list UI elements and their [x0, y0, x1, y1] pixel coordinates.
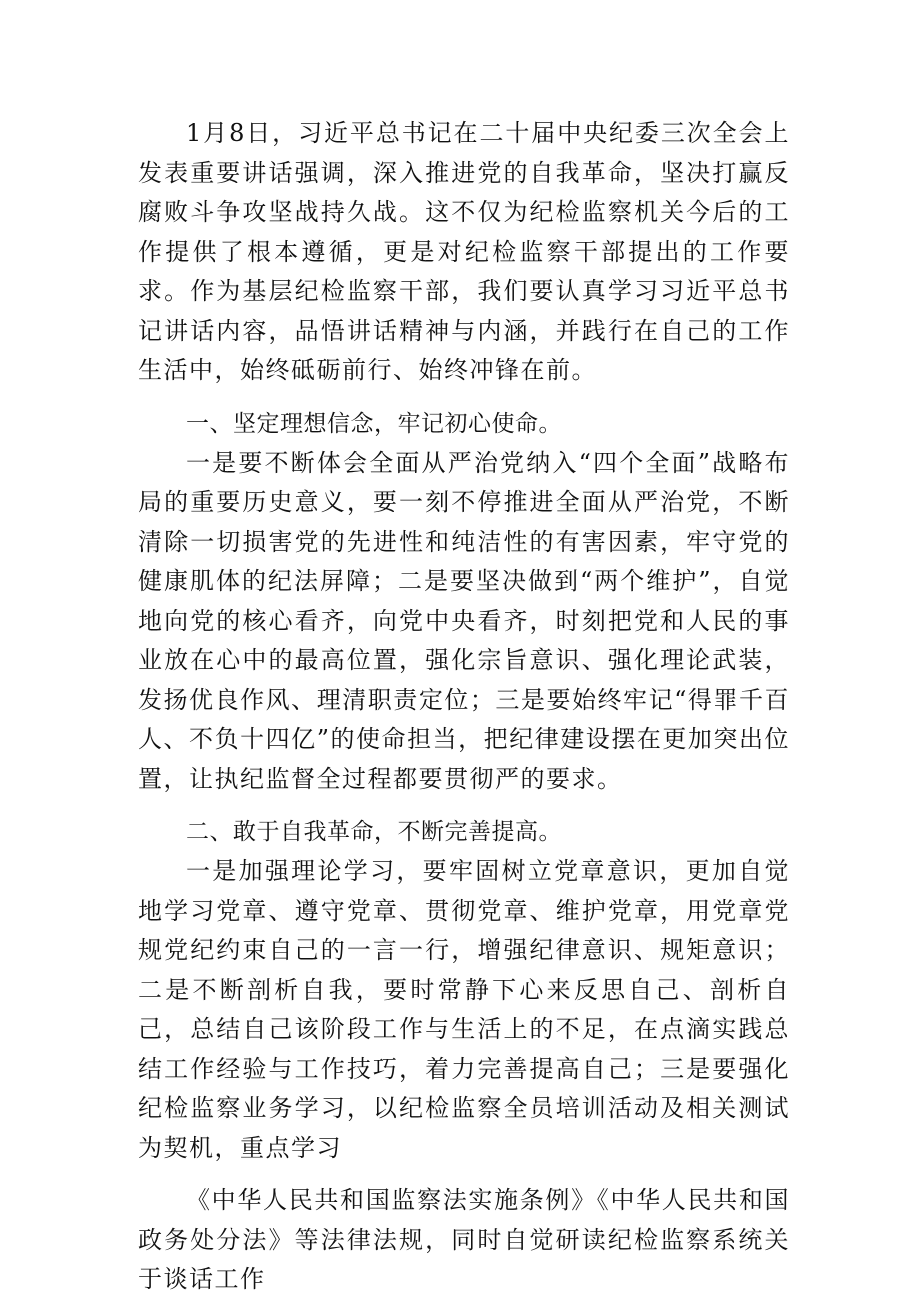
document-body — [138, 114, 790, 1300]
intro-paragraph: 1月8日，习近平总书记在二十届中央纪委三次全会上发表重要讲话强调，深入推进党的自我革命，坚决打赢反腐败斗争攻坚战持久战。这不仅为纪检监察机关今后的工作提供了根本遵循，更是对纪检监察干部提出的工作要求。作为基层纪检监察干部，我们要认真学习习近平总书记讲话内容，品悟讲话精神与内涵，并践行在自己的工作生活中，始终砥砺前行、始终冲锋在前。 — [138, 119, 790, 384]
section-2-paragraph: 一是加强理论学习，要牢固树立党章意识，更加自觉地学习党章、遵守党章、贯彻党章、维护党章，用党章党规党纪约束自己的一言一行，增强纪律意识、规矩意识；二是不断剖析自我，要时常静下心来反思自己、剖析自己，总结自己该阶段工作与生活上的不足，在点滴实践总结工作经验与工作技巧，着力完善提高自己；三是要强化纪检监察业务学习，以纪检监察全员培训活动及相关测试为契机，重点学习 — [138, 857, 790, 1162]
section-2-heading: 二、敢于自我革命，不断完善提高。 — [186, 819, 562, 845]
section-2-continuation-paragraph: 《中华人民共和国监察法实施条例》《中华人民共和国政务处分法》等法律法规，同时自觉研读纪检监察系统关于谈话工作 — [138, 1186, 790, 1293]
section-1-heading: 一、坚定理想信念，牢记初心使命。 — [186, 410, 562, 437]
section-1-paragraph: 一是要不断体会全面从严治党纳入“四个全面”战略布局的重要历史意义，要一刻不停推进全面从严治党，不断清除一切损害党的先进性和纯洁性的有害因素，牢守党的健康肌体的纪法屏障；二是要坚决做到“两个维护”，自觉地向党的核心看齐，向党中央看齐，时刻把党和人民的事业放在心中的最高位置，强化宗旨意识、强化理论武装，发扬优良作风、理清职责定位；三是要始终牢记“得罪千百人、不负十四亿”的使命担当，把纪律建设摆在更加突出位置，让执纪监督全过程都要贯彻严的要求。 — [138, 448, 790, 793]
